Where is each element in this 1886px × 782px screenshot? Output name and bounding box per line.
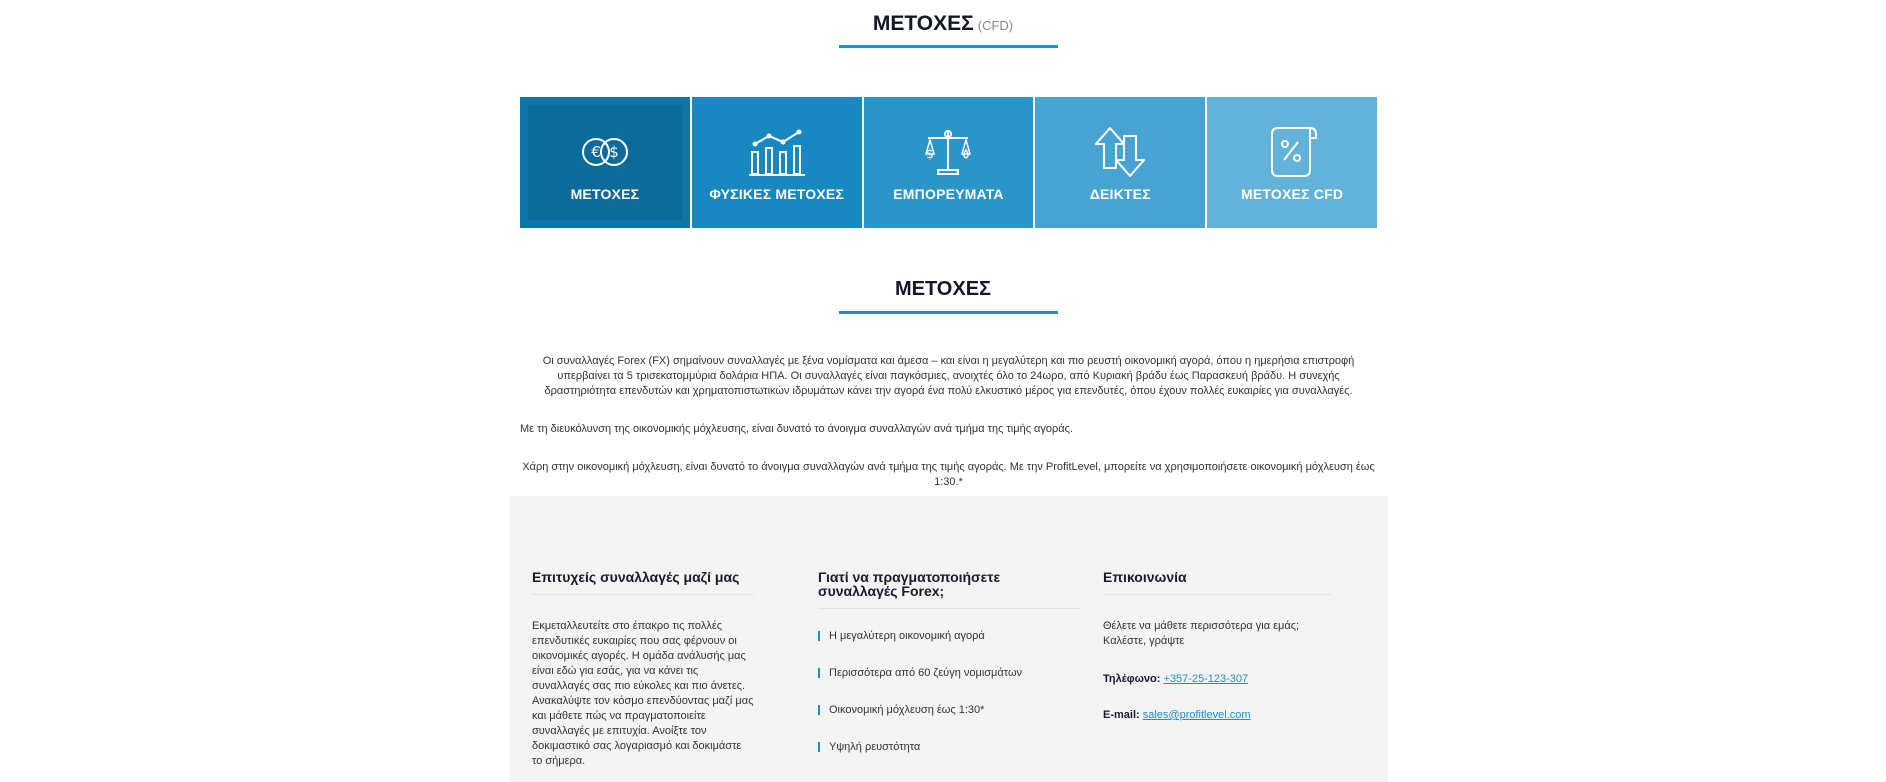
page-title <box>0 12 1886 36</box>
tile-label: ΜΕΤΟΧΕΣ CFD <box>1241 185 1344 202</box>
category-tiles <box>520 97 1377 228</box>
footer-col-contact <box>1103 570 1331 721</box>
title-underline <box>839 45 1058 48</box>
section-title: ΜΕΤΟΧΕΣ <box>894 278 992 300</box>
footer-col-title: Επικοινωνία <box>1103 569 1187 585</box>
page-title-main: ΜΕΤΟΧΕΣ <box>872 12 974 35</box>
tile-label: ΦΥΣΙΚΕΣ ΜΕΤΟΧΕΣ <box>709 185 845 202</box>
phone-link[interactable]: +357-25-123-307 <box>1163 673 1249 685</box>
list-item: Η μεγαλύτερη οικονομική αγορά <box>818 630 1080 667</box>
currency-exchange-icon <box>575 124 635 180</box>
svg-text:$: $ <box>609 142 619 161</box>
footer-col-title: Επιτυχείς συναλλαγές μαζί μας <box>532 569 740 585</box>
contact-phone-row <box>1103 673 1331 685</box>
balance-scale-icon <box>918 124 978 180</box>
percent-document-icon <box>1262 124 1322 180</box>
email-link[interactable]: sales@profitlevel.com <box>1142 709 1251 721</box>
tile-commodities[interactable] <box>864 97 1034 228</box>
svg-text:€: € <box>591 142 601 161</box>
section-title-underline <box>839 311 1058 314</box>
email-label: E-mail: <box>1103 709 1140 721</box>
leverage-note-paragraph: Χάρη στην οικονομική μόχλευση, είναι δυνατό το άνοιγμα συναλλαγών ανά τμήμα της τιμής αγοράς. Με την ProfitLevel, μπορείτε να χρησιμοποιήσετε οικονομική μόχλευση έως 1:30.* <box>522 461 1375 488</box>
divider <box>1103 594 1331 595</box>
divider <box>818 608 1080 609</box>
list-item: Οικονομική μόχλευση έως 1:30* <box>818 704 1080 741</box>
svg-text:$: $ <box>926 146 935 161</box>
footer-col-why <box>818 570 1080 778</box>
up-down-arrows-icon <box>1090 124 1150 180</box>
tile-stocks[interactable] <box>520 97 690 228</box>
bar-chart-trend-icon <box>747 124 807 180</box>
tile-label: ΜΕΤΟΧΕΣ <box>570 185 640 202</box>
footer-col-about <box>532 570 754 769</box>
intro-paragraph: Οι συναλλαγές Forex (FX) σημαίνουν συναλλαγές με ξένα νομίσματα και άμεσα – και είναι η μεγαλύτερη και πιο ρευστή οικονομική αγορά, όπου η ημερήσια επιστροφή υπερβαίνει τα 5 τρισεκατομμύρια δολάρια ΗΠΑ. Οι συναλλαγές είναι παγκόσμιες, ανοιχτές όλο το 24ωρο, από Κυριακή βράδυ έως Παρασκευή βράδυ. Η συνεχής δραστηριότητα επενδυτών και χρηματοπιστωτικών ιδρυμάτων κάνει την αγορά ένα πολύ ελκυστικό μέρος για επενδυτές, όπου έχουν πολλές ευκαιρίες για συναλλαγές. <box>542 355 1355 397</box>
footer-about-text: Εκμεταλλευτείτε στο έπακρο τις πολλές επενδυτικές ευκαιρίες που σας φέρνουν οι οικονομικές αγορές. Η ομάδα ανάλυσής μας είναι εδώ για εσάς, για να κάνει τις συναλλαγές σας πιο εύκολες και πιο άνετες. Ανακαλύψτε τον κόσμο επενδύοντας μαζί μας και μάθετε πώς να πραγματοποιείτε συναλλαγές με επιτυχία. Ανοίξτε τον δοκιμαστικό σας λογαριασμό και δοκιμάστε το σήμερα. <box>532 620 754 767</box>
contact-email-row <box>1103 709 1331 721</box>
page-title-sub: (CFD) <box>977 18 1014 33</box>
tile-label: ΔΕΙΚΤΕΣ <box>1089 185 1151 202</box>
footer <box>509 496 1388 782</box>
tile-indices[interactable] <box>1035 97 1205 228</box>
phone-label: Τηλέφωνο: <box>1103 673 1161 685</box>
tile-physical-stocks[interactable] <box>692 97 862 228</box>
tile-label: ΕΜΠΟΡΕΥΜΑΤΑ <box>893 185 1004 202</box>
divider <box>532 594 754 595</box>
list-item: Περισσότερα από 60 ζεύγη νομισμάτων <box>818 667 1080 704</box>
leverage-paragraph: Με τη διευκόλυνση της οικονομικής μόχλευσης, είναι δυνατό το άνοιγμα συναλλαγών ανά τμήμα της τιμής αγοράς. <box>520 423 1073 435</box>
tile-cfd-stocks[interactable] <box>1207 97 1377 228</box>
contact-intro: Θέλετε να μάθετε περισσότερα για εμάς; Καλέστε, γράψτε <box>1103 620 1300 647</box>
why-list <box>818 630 1080 778</box>
footer-col-title: Γιατί να πραγματοποιήσετε συναλλαγές Forex; <box>818 569 1001 599</box>
list-item: Υψηλή ρευστότητα <box>818 741 1080 778</box>
